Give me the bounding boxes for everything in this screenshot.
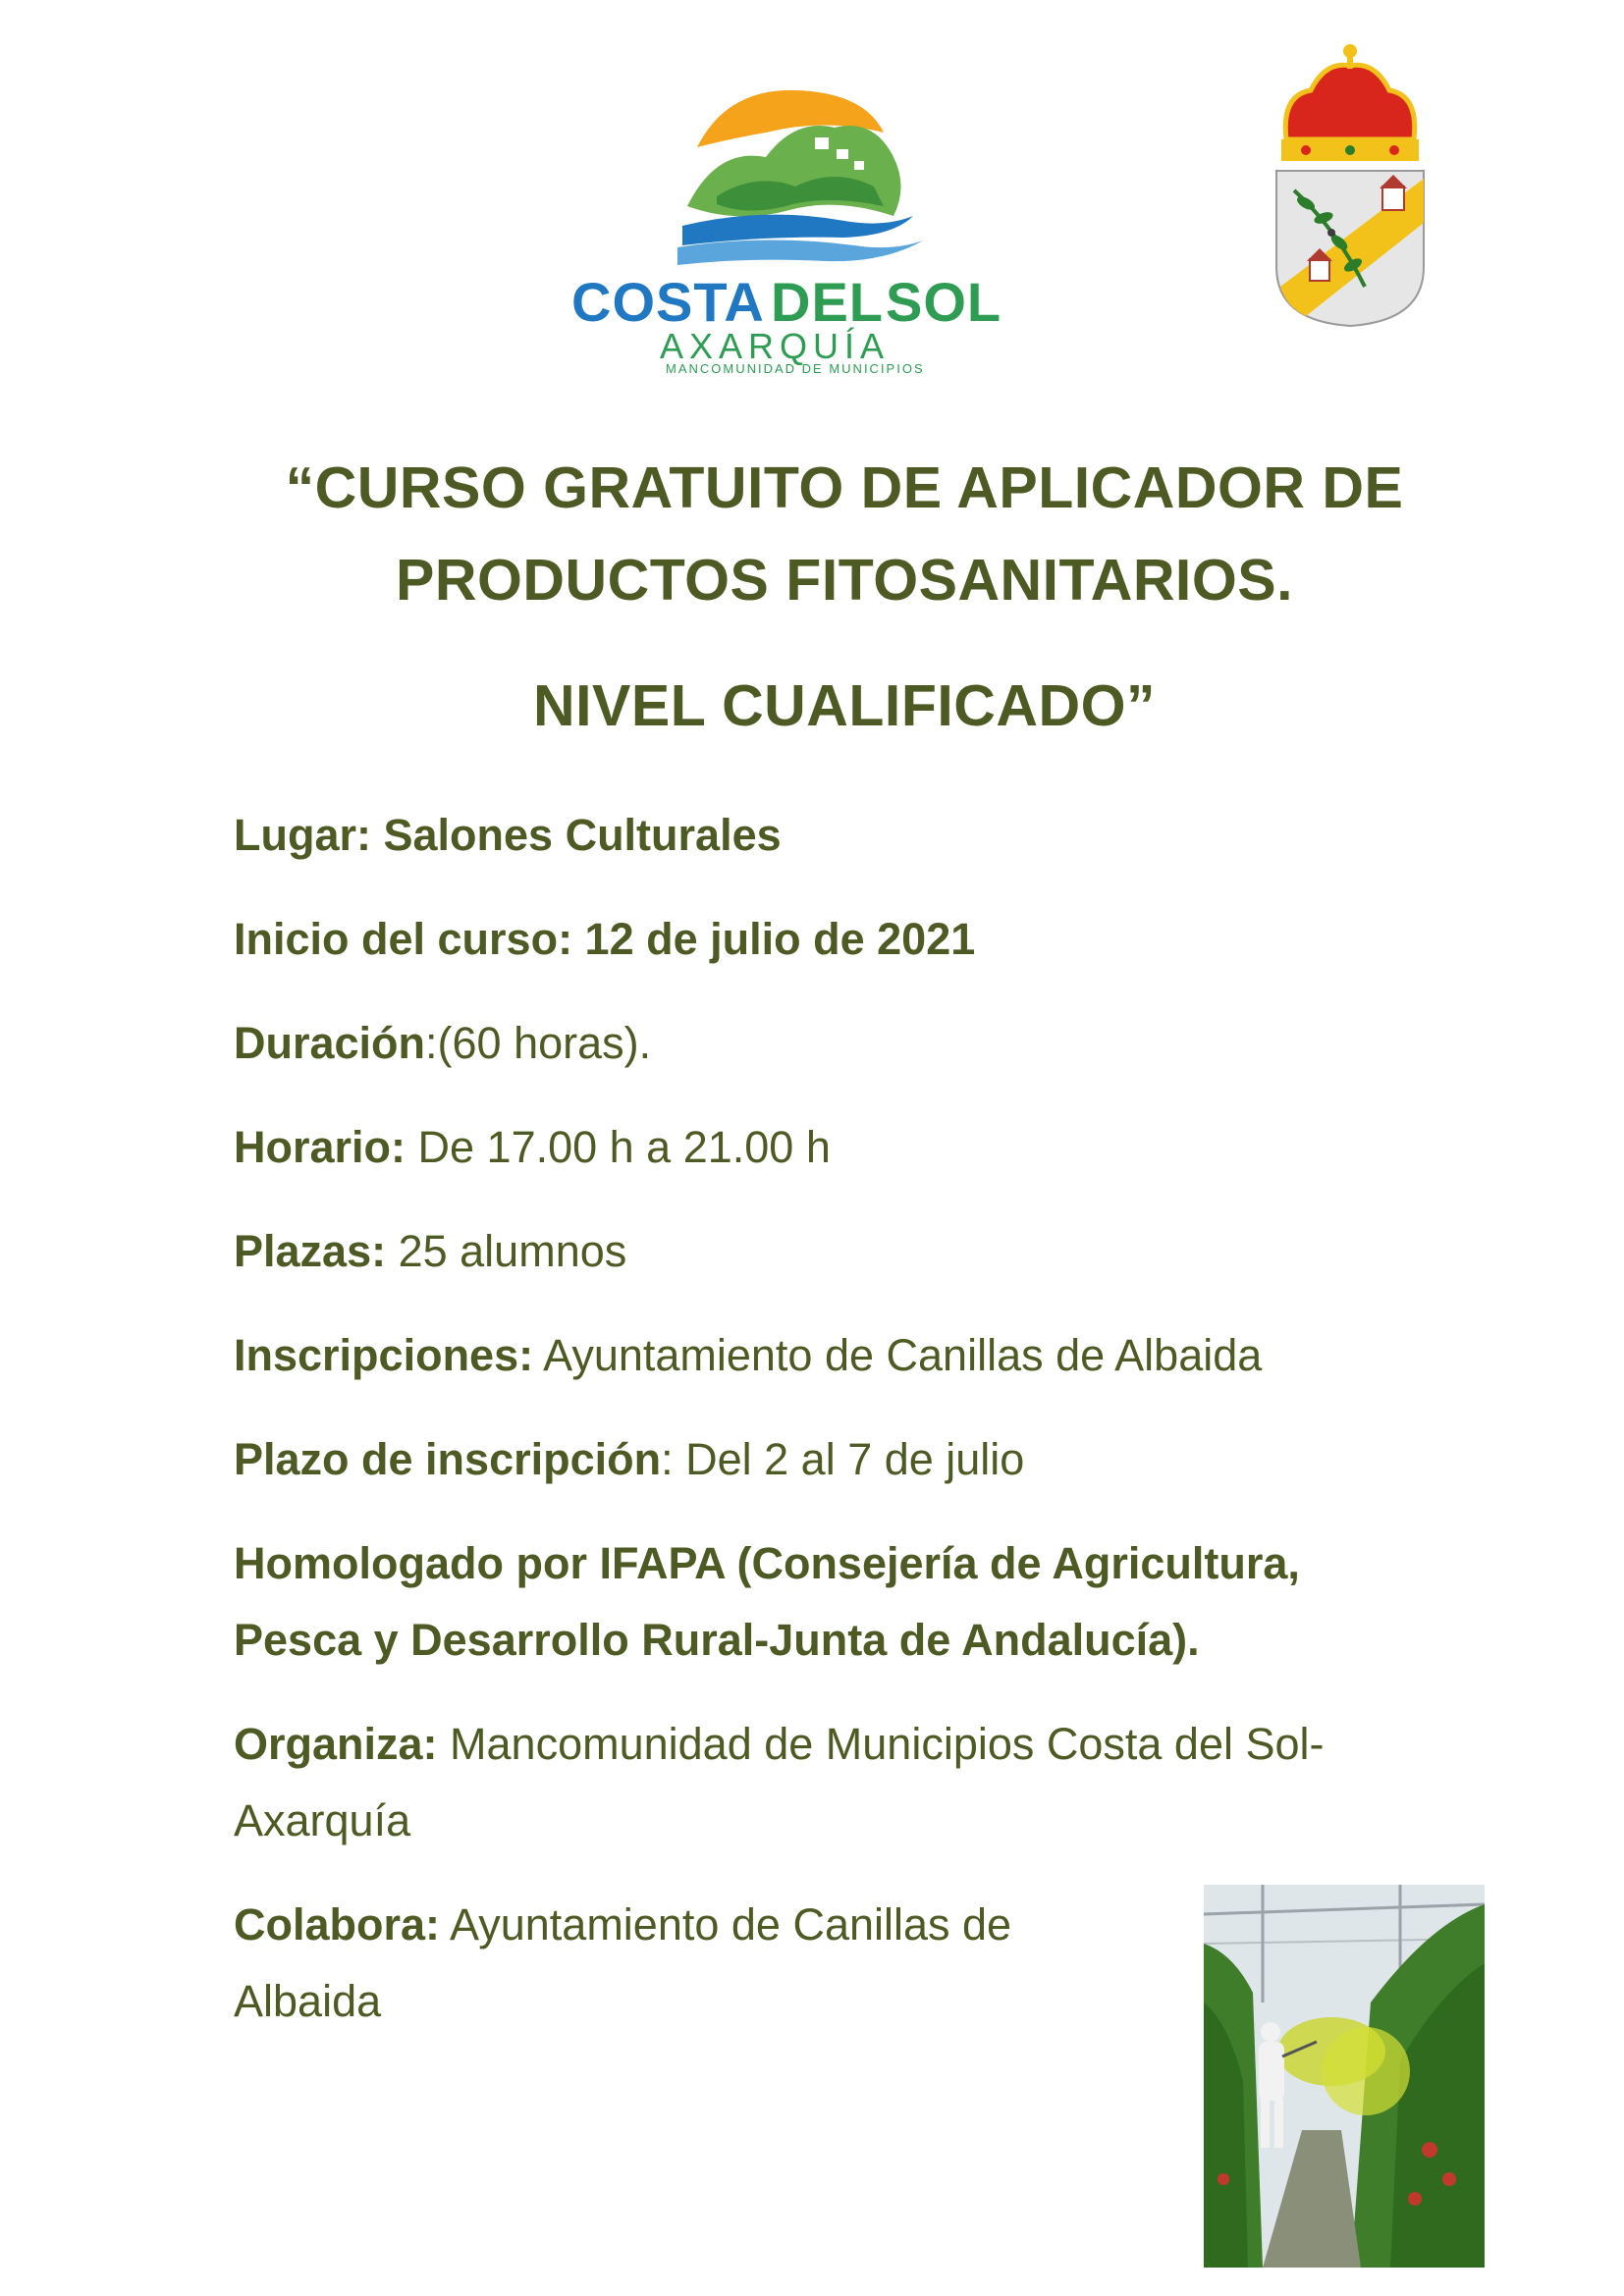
svg-text:DEL: DEL	[771, 271, 884, 333]
detail-inscripciones-label: Inscripciones:	[234, 1330, 534, 1380]
coat-of-arms	[1267, 41, 1434, 328]
detail-horario-value: De 17.00 h a 21.00 h	[406, 1122, 831, 1172]
detail-organiza-value-line-2: Axarquía	[234, 1795, 411, 1845]
detail-colabora-value: Ayuntamiento de Canillas de	[440, 1899, 1012, 1949]
course-details	[234, 797, 1510, 2067]
detail-lugar-text: Lugar: Salones Culturales	[234, 810, 782, 860]
coat-of-arms-icon	[1267, 41, 1434, 328]
detail-plazo-value: : Del 2 al 7 de julio	[661, 1434, 1025, 1484]
detail-homologado	[234, 1525, 1510, 1679]
detail-inscripciones	[234, 1317, 1510, 1394]
costa-del-sol-logo-icon	[569, 79, 1021, 373]
title-line-1: “CURSO GRATUITO DE APLICADOR DE	[285, 455, 1404, 520]
title-line-2: PRODUCTOS FITOSANITARIOS.	[396, 548, 1293, 613]
title-line-3: NIVEL CUALIFICADO”	[533, 673, 1156, 738]
svg-text:SOL: SOL	[886, 271, 1002, 333]
svg-text:MANCOMUNIDAD DE MUNICIPIOS: MANCOMUNIDAD DE MUNICIPIOS	[666, 361, 925, 373]
detail-organiza-value: Mancomunidad de Municipios Costa del Sol-	[437, 1719, 1325, 1769]
detail-duracion-label: Duración	[234, 1018, 426, 1068]
detail-plazo	[234, 1421, 1510, 1498]
detail-colabora	[234, 1887, 1166, 2040]
detail-inicio-text: Inicio del curso: 12 de julio de 2021	[234, 914, 976, 964]
detail-inscripciones-value: Ayuntamiento de Canillas de Albaida	[533, 1330, 1263, 1380]
detail-colabora-label: Colabora:	[234, 1899, 441, 1949]
detail-plazo-label: Plazo de inscripción	[234, 1434, 662, 1484]
detail-inicio	[234, 901, 1510, 978]
detail-horario	[234, 1109, 1510, 1186]
detail-plazas-label: Plazas:	[234, 1226, 387, 1276]
svg-text:AXARQUÍA: AXARQUÍA	[660, 326, 891, 366]
svg-text:COSTA: COSTA	[571, 271, 765, 333]
detail-lugar	[234, 797, 1510, 874]
greenhouse-photo	[1204, 1885, 1485, 2268]
detail-plazas-value: 25 alumnos	[386, 1226, 627, 1276]
detail-horario-label: Horario:	[234, 1122, 406, 1172]
greenhouse-spraying-photo-icon	[1204, 1885, 1485, 2268]
detail-colabora-value-line-2: Albaida	[234, 1976, 382, 2026]
detail-plazas	[234, 1213, 1510, 1290]
costa-del-sol-logo	[569, 79, 1021, 373]
detail-duracion	[234, 1005, 1510, 1082]
detail-duracion-value: :(60 horas).	[425, 1018, 652, 1068]
detail-organiza-label: Organiza:	[234, 1719, 438, 1769]
course-title	[196, 442, 1492, 752]
detail-homologado-line-2: Pesca y Desarrollo Rural-Junta de Andalucía).	[234, 1615, 1200, 1665]
detail-homologado-line-1: Homologado por IFAPA (Consejería de Agricultura,	[234, 1538, 1300, 1588]
detail-organiza	[234, 1706, 1510, 1859]
